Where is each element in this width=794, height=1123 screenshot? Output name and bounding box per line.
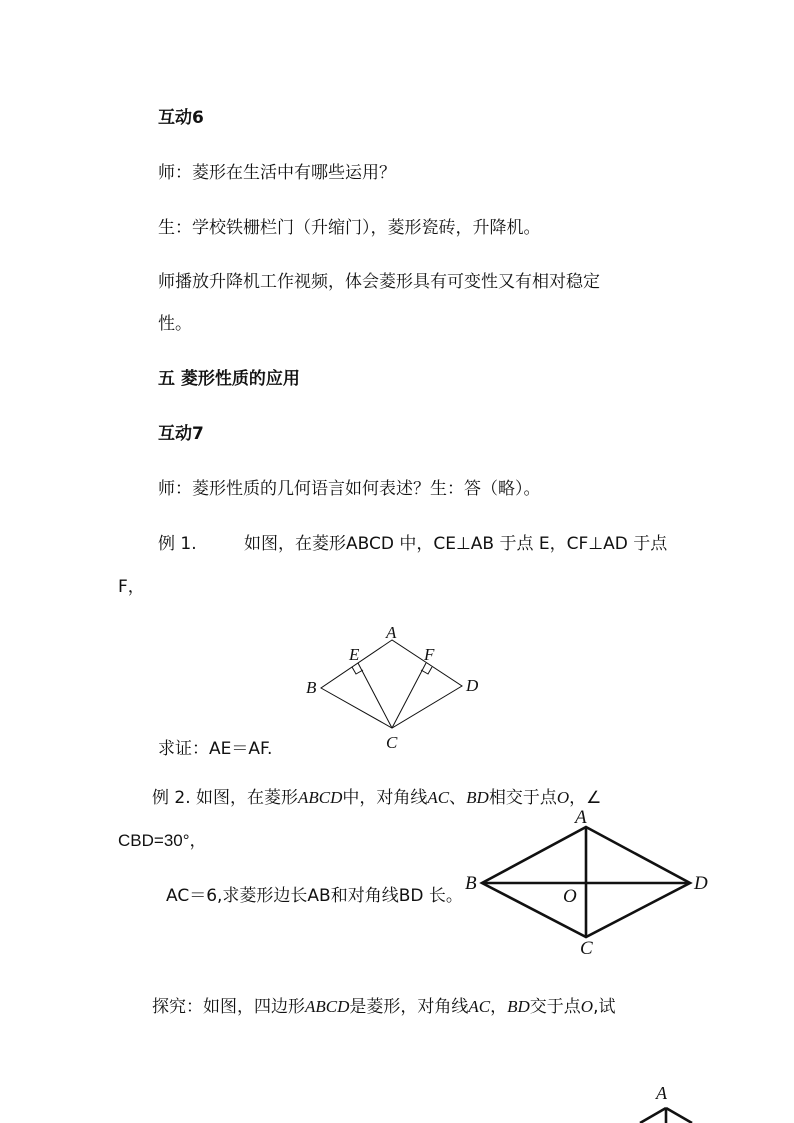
heading-hudong-6: 互动6 bbox=[158, 108, 204, 128]
explore-ac: AC bbox=[468, 997, 491, 1016]
figure-3-edge-left bbox=[640, 1108, 666, 1123]
heading-hudong-7: 互动7 bbox=[158, 424, 204, 444]
example-2-mid1: 中，对角线 bbox=[342, 788, 428, 808]
figure-3-label-a: A bbox=[656, 1083, 667, 1103]
example-1-text-cont: F， bbox=[118, 577, 145, 597]
example-2-prefix: 例 2. 如图，在菱形 bbox=[152, 788, 299, 808]
example-1-prove: 求证：AE＝AF. bbox=[158, 739, 273, 759]
explore-tail: ,试 bbox=[593, 997, 616, 1017]
example-2-bd: BD bbox=[466, 788, 489, 807]
geometry-language-line: 师：菱形性质的几何语言如何表述？生：答（略）。 bbox=[158, 479, 541, 499]
figure-1-label-d: D bbox=[466, 676, 479, 695]
figure-1-label-b: B bbox=[306, 678, 317, 697]
explore-mid1: 是菱形，对角线 bbox=[349, 997, 469, 1017]
video-line-2: 性。 bbox=[158, 314, 192, 334]
example-2-tail: ，∠ bbox=[569, 788, 602, 808]
explore-abcd: ABCD bbox=[305, 997, 350, 1016]
figure-1-label-c: C bbox=[386, 733, 398, 752]
figure-2-label-d: D bbox=[694, 873, 708, 894]
explore-bd: BD bbox=[507, 997, 530, 1016]
example-2-mid2: 相交于点 bbox=[488, 788, 557, 808]
student-answer: 生：学校铁栅栏门（升缩门），菱形瓷砖，升降机。 bbox=[158, 218, 541, 238]
example-2-o: O bbox=[556, 788, 570, 807]
teacher-question: 师：菱形在生活中有哪些运用？ bbox=[158, 163, 396, 183]
example-2-ac: AC bbox=[427, 788, 450, 807]
explore-mid2: 交于点 bbox=[529, 997, 581, 1017]
figure-2-label-o: O bbox=[563, 886, 577, 907]
figure-2-label-b: B bbox=[465, 873, 477, 894]
figure-2-label-c: C bbox=[580, 938, 593, 959]
figure-3-edge-right bbox=[666, 1108, 692, 1123]
figure-1-label-a: A bbox=[386, 623, 397, 642]
figure-2-label-a: A bbox=[575, 807, 587, 828]
example-2-line-3: AC＝6,求菱形边长AB和对角线BD 长。 bbox=[166, 886, 463, 906]
example-2-line-2: CBD=30°， bbox=[118, 831, 207, 850]
example-2-abcd: ABCD bbox=[298, 788, 343, 807]
figure-1-label-e: E bbox=[349, 645, 360, 664]
explore-o: O bbox=[580, 997, 594, 1016]
example-2-sep: 、 bbox=[449, 788, 467, 808]
figure-1-label-f: F bbox=[424, 645, 435, 664]
section-5-heading: 五 菱形性质的应用 bbox=[158, 369, 300, 389]
explore-prefix: 探究：如图，四边形 bbox=[152, 997, 305, 1017]
video-line-1: 师播放升降机工作视频，体会菱形具有可变性又有相对稳定 bbox=[158, 272, 600, 292]
explore-sep: ， bbox=[490, 997, 508, 1017]
example-1-label: 例 1. bbox=[158, 534, 197, 554]
example-1-text: 如图，在菱形ABCD 中，CE⊥AB 于点 E，CF⊥AD 于点 bbox=[244, 534, 668, 554]
